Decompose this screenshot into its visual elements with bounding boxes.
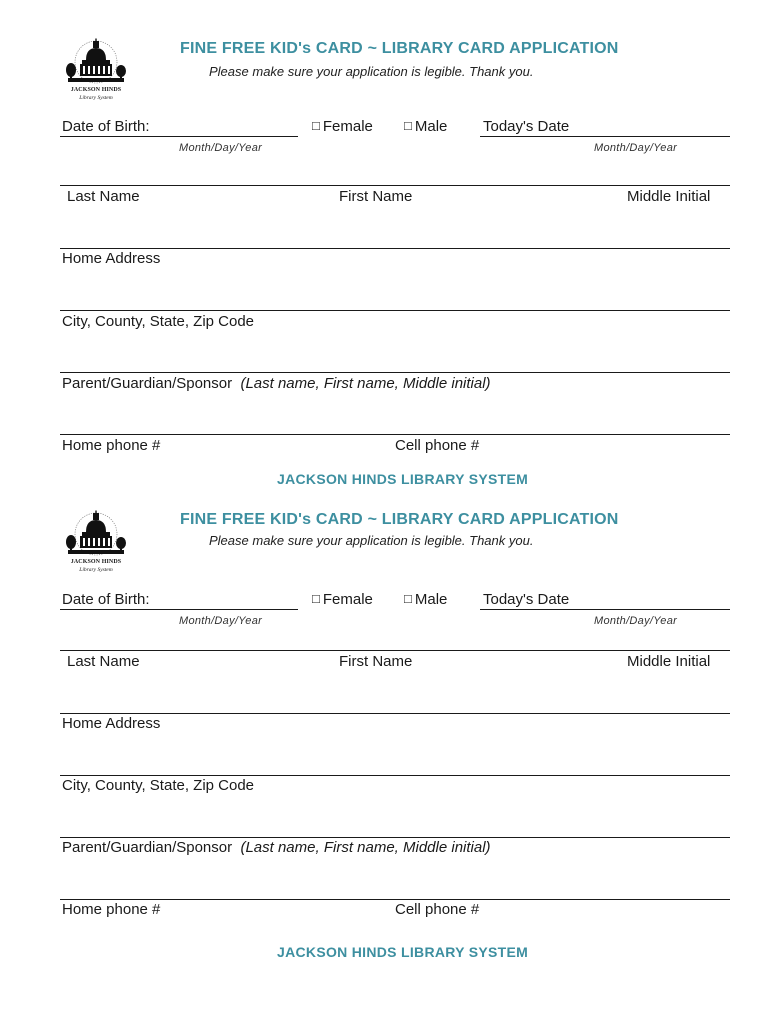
guardian-field (62, 375, 491, 392)
male-option[interactable] (404, 118, 447, 135)
female-label: Female (322, 118, 373, 135)
city-county-state-zip-label: City, County, State, Zip Code (62, 313, 255, 330)
female-label: Female (322, 591, 373, 608)
male-option[interactable] (404, 591, 447, 608)
phone-line[interactable] (60, 434, 730, 435)
dob-line[interactable] (60, 609, 298, 610)
todays-date-hint: Month/Day/Year (594, 142, 678, 154)
dob-label: Date of Birth: (62, 118, 150, 135)
footer-library-name: JACKSON HINDS LIBRARY SYSTEM (277, 471, 529, 487)
last-name-label: Last Name (67, 653, 140, 670)
male-checkbox[interactable]: □ (404, 118, 412, 133)
first-name-label: First Name (339, 188, 413, 205)
todays-date-label: Today's Date (483, 591, 570, 608)
todays-date-label: Today's Date (483, 118, 570, 135)
library-logo (64, 510, 130, 576)
logo-name: JACKSON HINDS (70, 87, 122, 93)
home-address-label: Home Address (62, 715, 161, 732)
cell-phone-label: Cell phone # (395, 437, 480, 454)
middle-initial-label: Middle Initial (627, 653, 711, 670)
guardian-label: Parent/Guardian/Sponsor (62, 839, 233, 856)
name-line[interactable] (60, 185, 730, 186)
cell-phone-label: Cell phone # (395, 901, 480, 918)
logo-subtitle: Library System (79, 567, 113, 573)
capitol-building-icon (64, 38, 128, 90)
todays-date-hint: Month/Day/Year (594, 615, 678, 627)
city-county-state-zip-label: City, County, State, Zip Code (62, 777, 255, 794)
name-line[interactable] (60, 650, 730, 651)
form-subtitle: Please make sure your application is legible. Thank you. (209, 533, 534, 548)
city-line[interactable] (60, 310, 730, 311)
guardian-hint: (Last name, First name, Middle initial) (240, 375, 491, 392)
guardian-line[interactable] (60, 837, 730, 838)
male-checkbox[interactable]: □ (404, 591, 412, 606)
footer-library-name: JACKSON HINDS LIBRARY SYSTEM (277, 944, 529, 960)
dob-label: Date of Birth: (62, 591, 150, 608)
dob-hint: Month/Day/Year (179, 142, 263, 154)
guardian-label: Parent/Guardian/Sponsor (62, 375, 233, 392)
todays-date-line[interactable] (480, 609, 730, 610)
female-checkbox[interactable]: □ (312, 591, 320, 606)
logo-subtitle: Library System (79, 95, 113, 101)
todays-date-line[interactable] (480, 136, 730, 137)
female-option[interactable] (312, 591, 373, 608)
last-name-label: Last Name (67, 188, 140, 205)
capitol-building-icon (64, 510, 128, 562)
male-label: Male (414, 118, 448, 135)
library-logo (64, 38, 130, 104)
address-line[interactable] (60, 713, 730, 714)
form-title: FINE FREE KID's CARD ~ LIBRARY CARD APPLICATION (180, 511, 619, 528)
dob-hint: Month/Day/Year (179, 615, 263, 627)
dob-line[interactable] (60, 136, 298, 137)
phone-line[interactable] (60, 899, 730, 900)
male-label: Male (414, 591, 448, 608)
home-address-label: Home Address (62, 250, 161, 267)
female-option[interactable] (312, 118, 373, 135)
city-line[interactable] (60, 775, 730, 776)
first-name-label: First Name (339, 653, 413, 670)
home-phone-label: Home phone # (62, 901, 161, 918)
female-checkbox[interactable]: □ (312, 118, 320, 133)
home-phone-label: Home phone # (62, 437, 161, 454)
form-subtitle: Please make sure your application is legible. Thank you. (209, 64, 534, 79)
address-line[interactable] (60, 248, 730, 249)
form-title: FINE FREE KID's CARD ~ LIBRARY CARD APPLICATION (180, 40, 619, 57)
logo-name: JACKSON HINDS (70, 559, 122, 565)
middle-initial-label: Middle Initial (627, 188, 711, 205)
guardian-line[interactable] (60, 372, 730, 373)
guardian-field (62, 839, 491, 856)
guardian-hint: (Last name, First name, Middle initial) (240, 839, 491, 856)
